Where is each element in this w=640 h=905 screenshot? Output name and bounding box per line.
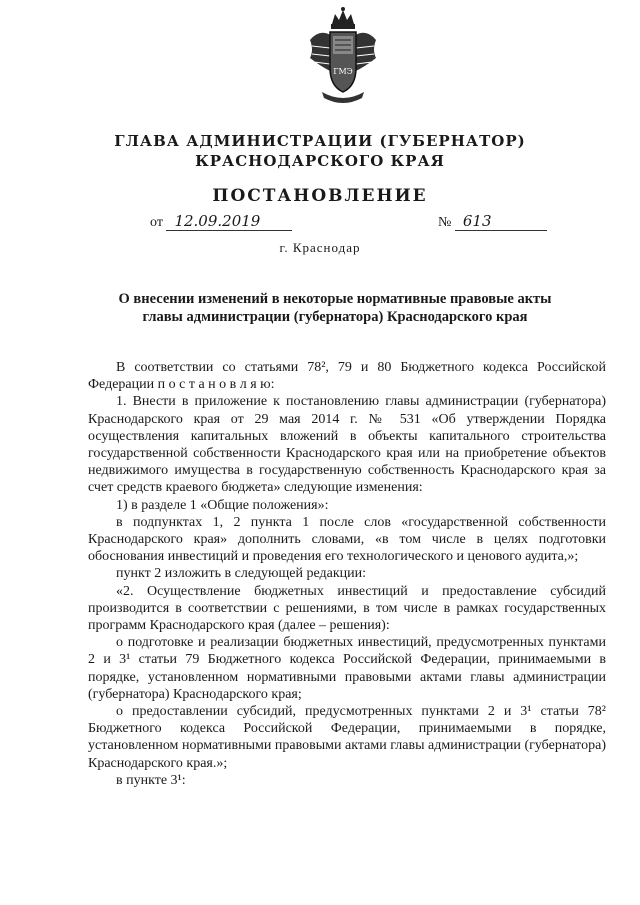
- coat-of-arms-emblem: [302, 6, 384, 110]
- date-line: [150, 212, 292, 231]
- city: г. Краснодар: [279, 240, 361, 255]
- document-type: ПОСТАНОВЛЕНИЕ: [212, 186, 428, 206]
- paragraph: о предоставлении субсидий, предусмотренных пунктами 2 и 3¹ статьи 78² Бюджетного кодекса Российской Федерации, принимаемыми в порядке, установленном нормативными правовыми актами главы администрации (губернатора) Краснодарского края.»;: [88, 704, 606, 771]
- paragraph: пункт 2 изложить в следующей редакции:: [116, 566, 366, 582]
- number-value: 613: [455, 212, 547, 231]
- authority-title-line1: ГЛАВА АДМИНИСТРАЦИИ (ГУБЕРНАТОР): [114, 132, 526, 150]
- number-prefix: №: [438, 215, 452, 230]
- paragraph: В соответствии со статьями 78², 79 и 80 Бюджетного кодекса Российской Федерации п о с т а н о в л я ю:: [88, 360, 606, 393]
- authority-title-line2: КРАСНОДАРСКОГО КРАЯ: [195, 152, 445, 170]
- paragraph: «2. Осуществление бюджетных инвестиций и предоставление субсидий производится в соответствии с решениями, в том числе в рамках государственных программ Краснодарского края (далее – решения):: [88, 583, 606, 634]
- document-body: [88, 359, 606, 789]
- paragraph: 1) в разделе 1 «Общие положения»:: [116, 497, 329, 513]
- paragraph: в подпунктах 1, 2 пункта 1 после слов «государственной собственности Краснодарского края» дополнить словами, «в том числе в целях подготовки обоснования инвестиций и проведения его технологического и ценового аудита,»;: [88, 514, 606, 565]
- paragraph: в пункте 3¹:: [116, 772, 186, 788]
- paragraph: о подготовке и реализации бюджетных инвестиций, предусмотренных пунктами 2 и 3¹ статьи 79 Бюджетного кодекса Российской Федерации, принимаемыми в порядке, установленном нормативными правовыми актами главы администрации (губернатора) Краснодарского края;: [88, 635, 606, 702]
- date-value: 12.09.2019: [166, 212, 292, 231]
- date-prefix: от: [150, 215, 163, 230]
- number-line: [438, 212, 547, 231]
- svg-text:ГМЭ: ГМЭ: [333, 67, 353, 76]
- document-title: О внесении изменений в некоторые нормативные правовые акты главы администрации (губернатора) Краснодарского края: [118, 291, 552, 325]
- paragraph: 1. Внести в приложение к постановлению главы администрации (губернатора) Краснодарского края от 29 мая 2014 г. № 531 «Об утверждении Порядка осуществления капитальных вложений в объекты капитального строительства государственной собственности Краснодарского края или на приобретение объектов недвижимого имущества в государственную собственность Краснодарского края за счет средств краевого бюджета» следующие изменения:: [88, 394, 606, 496]
